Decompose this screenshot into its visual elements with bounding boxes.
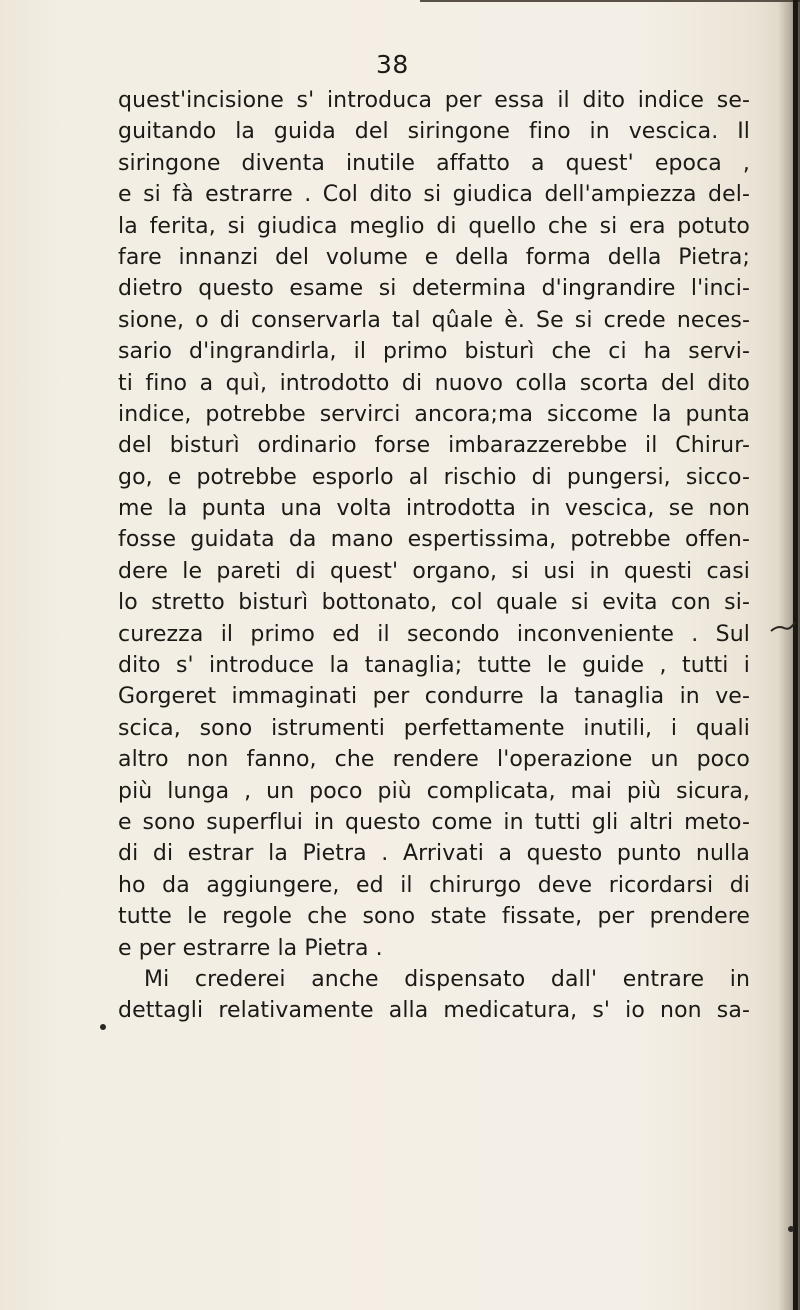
text-line: di di estrar la Pietra . Arrivati a questo punto nulla: [118, 841, 750, 867]
text-line: curezza il primo ed il secondo inconveniente . Sul: [118, 621, 750, 647]
text-line: tutte le regole che sono state fissate, per prendere: [118, 904, 750, 930]
text-line: e si fà estrarre . Col dito si giudica dell'ampiezza del-: [118, 182, 750, 208]
text-line: fare innanzi del volume e della forma della Pietra;: [118, 244, 750, 270]
text-line: fosse guidata da mano espertissima, potrebbe offen-: [118, 527, 750, 553]
text-line: la ferita, si giudica meglio di quello che si era potuto: [118, 213, 750, 239]
text-line-paragraph-end: e per estrarre la Pietra .: [118, 935, 383, 961]
text-line: dettagli relativamente alla medicatura, s' io non sa-: [118, 998, 750, 1024]
text-line: altro non fanno, che rendere l'operazione un poco: [118, 747, 750, 773]
ink-dot: [788, 1226, 794, 1232]
text-line: dietro questo esame si determina d'ingrandire l'inci-: [118, 276, 750, 302]
text-line: go, e potrebbe esporlo al rischio di pungersi, sicco-: [118, 464, 750, 490]
text-line: sario d'ingrandirla, il primo bisturì che ci ha servi-: [118, 339, 750, 365]
text-line: ti fino a quì, introdotto di nuovo colla scorta del dito: [118, 370, 750, 396]
body-text: [118, 85, 750, 1027]
text-line: dito s' introduce la tanaglia; tutte le guide , tutti i: [118, 653, 750, 679]
text-line: scica, sono istrumenti perfettamente inutili, i quali: [118, 715, 750, 741]
text-line: lo stretto bisturì bottonato, col quale si evita con si-: [118, 590, 750, 616]
text-line-paragraph-start: Mi crederei anche dispensato dall' entrare in: [144, 966, 750, 992]
text-line: quest'incisione s' introduca per essa il dito indice se-: [118, 88, 750, 113]
text-line: sione, o di conservarla tal qûale è. Se si crede neces-: [118, 307, 750, 333]
text-line: me la punta una volta introdotta in vescica, se non: [118, 496, 750, 522]
page-edge: [793, 0, 798, 1310]
text-line: ho da aggiungere, ed il chirurgo deve ricordarsi di: [118, 872, 750, 898]
top-rule: [420, 0, 800, 2]
ink-mark: [770, 620, 796, 634]
text-line: guitando la guida del siringone fino in vescica. Il: [118, 119, 750, 145]
ink-dot: [100, 1024, 106, 1030]
text-line: indice, potrebbe servirci ancora;ma siccome la punta: [118, 401, 750, 427]
text-line: e sono superflui in questo come in tutti gli altri meto-: [118, 809, 750, 835]
text-line: siringone diventa inutile affatto a quest' epoca ,: [118, 150, 750, 176]
text-line: del bisturì ordinario forse imbarazzerebbe il Chirur-: [118, 433, 750, 459]
page-number: 38: [376, 50, 409, 79]
text-line: dere le pareti di quest' organo, si usi in questi casi: [118, 558, 750, 584]
text-line: Gorgeret immaginati per condurre la tanaglia in ve-: [118, 684, 750, 710]
text-line: più lunga , un poco più complicata, mai più sicura,: [118, 778, 750, 804]
